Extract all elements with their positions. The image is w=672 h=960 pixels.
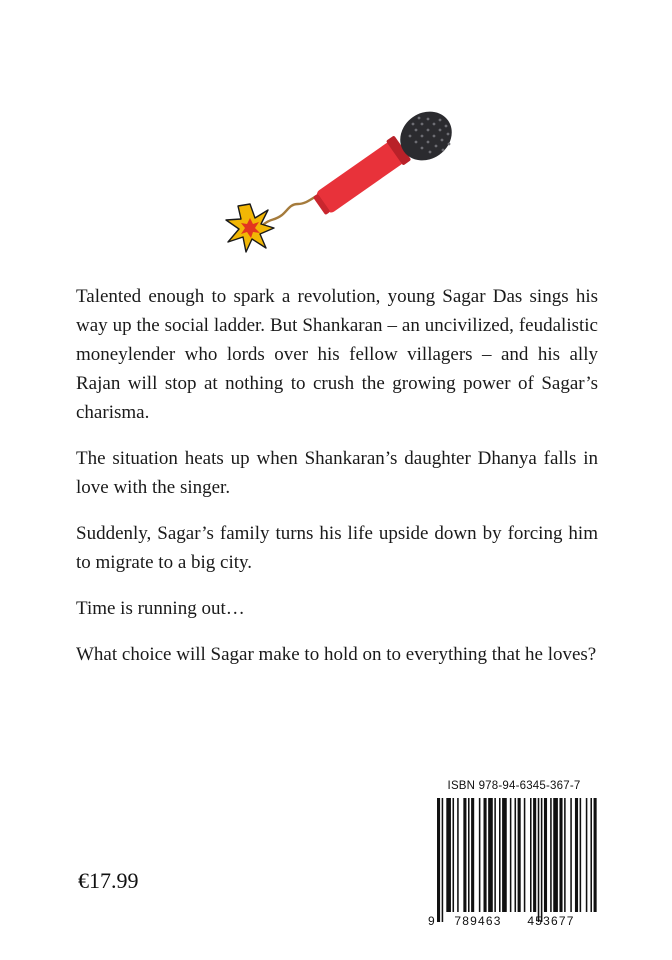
barcode-bar bbox=[471, 798, 474, 912]
barcode-digits-left: 789463 bbox=[454, 914, 502, 928]
barcode-bar bbox=[544, 798, 547, 912]
barcode-bar bbox=[488, 798, 493, 912]
barcode-bar bbox=[484, 798, 487, 912]
barcode-bar bbox=[533, 798, 536, 912]
barcode-digits-right: 453677 bbox=[527, 914, 575, 928]
barcode-bar bbox=[515, 798, 517, 912]
isbn-label: ISBN 978-94-6345-367-7 bbox=[447, 780, 581, 792]
barcode-bar bbox=[524, 798, 526, 912]
blurb-paragraph-2: The situation heats up when Shankaran’s daughter Dhanya falls in love with the singer. bbox=[76, 448, 598, 498]
barcode-bar bbox=[553, 798, 558, 912]
barcode-bar bbox=[564, 798, 566, 912]
barcode-bar bbox=[437, 798, 440, 922]
blurb-paragraph-5: What choice will Sagar make to hold on to everything that he loves? bbox=[76, 644, 597, 665]
barcode-bars bbox=[437, 798, 601, 922]
barcode-bar bbox=[494, 798, 496, 912]
fuse-icon bbox=[264, 195, 318, 224]
barcode-bar bbox=[499, 798, 501, 912]
barcode-bar bbox=[463, 798, 466, 912]
blurb-paragraph-3: Suddenly, Sagar’s family turns his life upside down by forcing him to migrate to a big city. bbox=[76, 523, 598, 573]
barcode-bar bbox=[502, 798, 507, 912]
barcode-digit-lead: 9 bbox=[428, 914, 435, 928]
barcode-bar bbox=[453, 798, 455, 912]
barcode-bar bbox=[468, 798, 470, 912]
mic-handle bbox=[315, 140, 405, 214]
barcode-bar bbox=[457, 798, 459, 912]
barcode-bar bbox=[550, 798, 552, 912]
barcode-bar bbox=[559, 798, 562, 912]
barcode-bar bbox=[590, 798, 592, 912]
barcode-bar bbox=[580, 798, 582, 912]
barcode-bar bbox=[510, 798, 512, 912]
barcode-bar bbox=[442, 798, 444, 922]
barcode-bar bbox=[575, 798, 578, 912]
blurb-paragraph-1: Talented enough to spark a revolution, young Sagar Das sings his way up the social ladder. But Shankaran – an uncivilized, feudalistic moneylender who lords over his fellow villagers – and his ally Rajan will stop at nothing to crush the growing power of Sagar’s charisma. bbox=[76, 286, 598, 423]
spark-icon bbox=[226, 204, 274, 252]
barcode bbox=[425, 798, 601, 930]
barcode-bar bbox=[586, 798, 588, 912]
barcode-bar bbox=[518, 798, 521, 912]
price-label: €17.99 bbox=[78, 868, 139, 893]
barcode-bar bbox=[541, 798, 543, 922]
barcode-bar bbox=[479, 798, 481, 912]
barcode-bar bbox=[538, 798, 540, 922]
back-cover-blurb bbox=[76, 282, 598, 686]
barcode-bar bbox=[446, 798, 451, 912]
barcode-bar bbox=[530, 798, 532, 912]
barcode-bar bbox=[570, 798, 572, 912]
microphone-dynamite-icon bbox=[210, 100, 470, 260]
blurb-paragraph-4: Time is running out… bbox=[76, 598, 245, 619]
barcode-bar bbox=[594, 798, 597, 912]
